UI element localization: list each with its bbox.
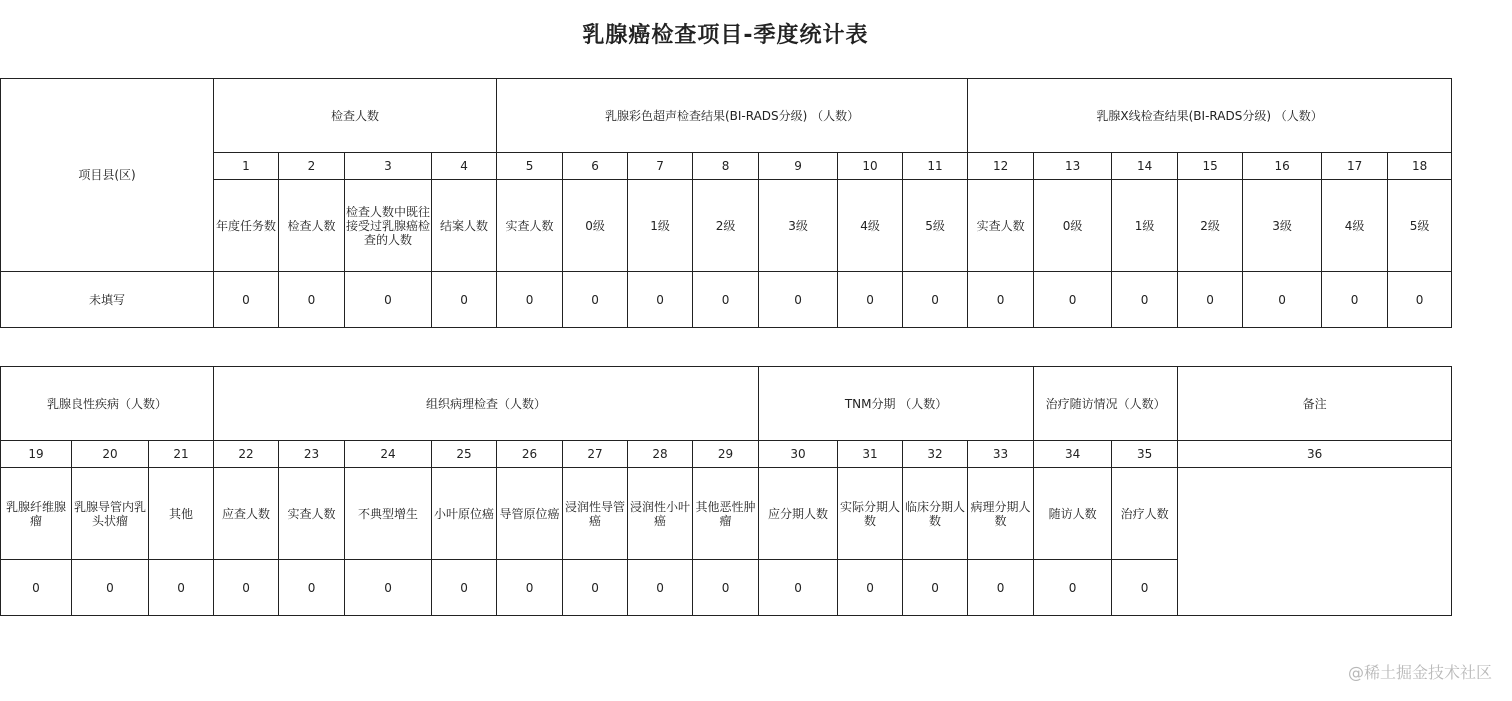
table-cell: 0 — [838, 272, 903, 328]
column-label: 导管原位癌 — [497, 468, 563, 560]
column-number: 11 — [903, 153, 968, 180]
table-cell: 0 — [432, 560, 497, 616]
column-label: 不典型增生 — [345, 468, 432, 560]
column-number: 5 — [497, 153, 563, 180]
column-label: 随访人数 — [1034, 468, 1112, 560]
column-label: 4级 — [1322, 180, 1388, 272]
table-cell: 0 — [759, 560, 838, 616]
column-number: 20 — [72, 441, 149, 468]
column-label: 浸润性导管癌 — [563, 468, 628, 560]
column-number: 30 — [759, 441, 838, 468]
column-number: 14 — [1112, 153, 1178, 180]
table-cell: 0 — [903, 560, 968, 616]
table-cell: 0 — [1034, 272, 1112, 328]
table-cell: 0 — [279, 272, 345, 328]
table-cell: 0 — [1112, 560, 1178, 616]
column-number: 31 — [838, 441, 903, 468]
table-cell: 0 — [563, 272, 628, 328]
county-name: 未填写 — [1, 272, 214, 328]
table-cell: 0 — [628, 272, 693, 328]
column-number: 12 — [968, 153, 1034, 180]
table-cell: 0 — [345, 272, 432, 328]
column-label: 3级 — [1243, 180, 1322, 272]
column-number: 18 — [1388, 153, 1452, 180]
column-number: 10 — [838, 153, 903, 180]
column-number: 34 — [1034, 441, 1112, 468]
column-label: 2级 — [693, 180, 759, 272]
column-number: 36 — [1178, 441, 1452, 468]
group-header-row — [1, 367, 1452, 441]
table-row — [1, 272, 1452, 328]
column-label: 年度任务数 — [214, 180, 279, 272]
column-label: 实查人数 — [968, 180, 1034, 272]
table-cell: 0 — [345, 560, 432, 616]
column-label: 应查人数 — [214, 468, 279, 560]
column-number: 28 — [628, 441, 693, 468]
quarterly-stats-table-2 — [0, 366, 1452, 616]
table-cell: 0 — [497, 560, 563, 616]
column-number: 29 — [693, 441, 759, 468]
column-number: 16 — [1243, 153, 1322, 180]
column-label: 结案人数 — [432, 180, 497, 272]
column-label: 2级 — [1178, 180, 1243, 272]
column-label: 其他 — [149, 468, 214, 560]
column-label: 治疗人数 — [1112, 468, 1178, 560]
table-cell: 0 — [563, 560, 628, 616]
column-number-row — [1, 153, 1452, 180]
column-label: 病理分期人数 — [968, 468, 1034, 560]
column-label: 小叶原位癌 — [432, 468, 497, 560]
column-label-row — [1, 468, 1452, 560]
column-number: 15 — [1178, 153, 1243, 180]
table-cell: 0 — [279, 560, 345, 616]
column-label: 检查人数 — [279, 180, 345, 272]
group-header-row — [1, 79, 1452, 153]
column-label: 乳腺导管内乳头状瘤 — [72, 468, 149, 560]
quarterly-stats-table-1 — [0, 78, 1452, 328]
column-number: 9 — [759, 153, 838, 180]
table-cell: 0 — [1112, 272, 1178, 328]
column-number: 6 — [563, 153, 628, 180]
column-number: 35 — [1112, 441, 1178, 468]
column-label: 1级 — [628, 180, 693, 272]
column-number: 1 — [214, 153, 279, 180]
table-cell: 0 — [968, 272, 1034, 328]
column-label: 检查人数中既往接受过乳腺癌检查的人数 — [345, 180, 432, 272]
table-cell: 0 — [1388, 272, 1452, 328]
column-number: 25 — [432, 441, 497, 468]
column-number: 8 — [693, 153, 759, 180]
table-cell: 0 — [759, 272, 838, 328]
table-cell: 0 — [432, 272, 497, 328]
table-cell: 0 — [1, 560, 72, 616]
column-label: 临床分期人数 — [903, 468, 968, 560]
column-label: 5级 — [903, 180, 968, 272]
column-number: 23 — [279, 441, 345, 468]
column-number: 24 — [345, 441, 432, 468]
table-cell: 0 — [1178, 272, 1243, 328]
column-label: 5级 — [1388, 180, 1452, 272]
column-number: 19 — [1, 441, 72, 468]
page-title: 乳腺癌检查项目-季度统计表 — [582, 23, 869, 48]
column-number: 3 — [345, 153, 432, 180]
column-label: 4级 — [838, 180, 903, 272]
column-label: 实际分期人数 — [838, 468, 903, 560]
group-header: 乳腺彩色超声检查结果(BI-RADS分级) （人数） — [497, 79, 968, 153]
column-label: 1级 — [1112, 180, 1178, 272]
column-label: 实查人数 — [279, 468, 345, 560]
column-number-row — [1, 441, 1452, 468]
group-header: 组织病理检查（人数） — [214, 367, 759, 441]
column-label: 0级 — [563, 180, 628, 272]
column-number: 2 — [279, 153, 345, 180]
group-header: TNM分期 （人数） — [759, 367, 1034, 441]
table-cell: 0 — [838, 560, 903, 616]
column-number: 27 — [563, 441, 628, 468]
remark-cell — [1178, 468, 1452, 616]
table-cell: 0 — [693, 272, 759, 328]
column-label: 应分期人数 — [759, 468, 838, 560]
group-header: 备注 — [1178, 367, 1452, 441]
group-header: 乳腺良性疾病（人数） — [1, 367, 214, 441]
column-number: 4 — [432, 153, 497, 180]
table-cell: 0 — [968, 560, 1034, 616]
group-header: 治疗随访情况（人数） — [1034, 367, 1178, 441]
column-label: 乳腺纤维腺瘤 — [1, 468, 72, 560]
group-header: 检查人数 — [214, 79, 497, 153]
table-cell: 0 — [628, 560, 693, 616]
table-cell: 0 — [214, 560, 279, 616]
table-cell: 0 — [1243, 272, 1322, 328]
column-label: 0级 — [1034, 180, 1112, 272]
column-number: 7 — [628, 153, 693, 180]
table-cell: 0 — [903, 272, 968, 328]
column-label-row — [1, 180, 1452, 272]
table-cell: 0 — [1034, 560, 1112, 616]
column-label: 其他恶性肿瘤 — [693, 468, 759, 560]
column-number: 22 — [214, 441, 279, 468]
column-number: 33 — [968, 441, 1034, 468]
group-header: 乳腺X线检查结果(BI-RADS分级) （人数） — [968, 79, 1452, 153]
column-number: 17 — [1322, 153, 1388, 180]
table-cell: 0 — [214, 272, 279, 328]
table-cell: 0 — [497, 272, 563, 328]
column-label: 实查人数 — [497, 180, 563, 272]
column-label: 浸润性小叶癌 — [628, 468, 693, 560]
column-number: 21 — [149, 441, 214, 468]
table-cell: 0 — [149, 560, 214, 616]
county-header: 项目县(区) — [1, 79, 214, 272]
column-number: 26 — [497, 441, 563, 468]
table-cell: 0 — [693, 560, 759, 616]
table-cell: 0 — [1322, 272, 1388, 328]
table-cell: 0 — [72, 560, 149, 616]
column-number: 13 — [1034, 153, 1112, 180]
column-label: 3级 — [759, 180, 838, 272]
watermark: @稀土掘金技术社区 — [1347, 663, 1492, 682]
column-number: 32 — [903, 441, 968, 468]
